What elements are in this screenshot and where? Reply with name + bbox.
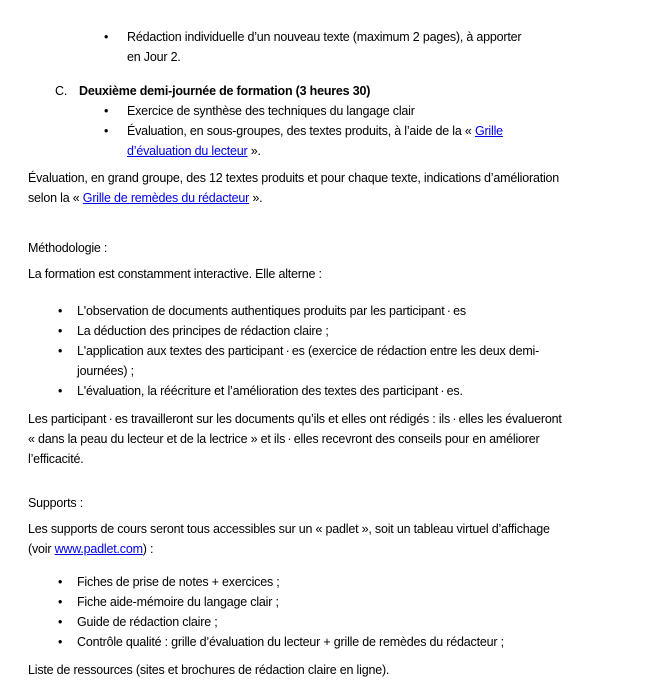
evaluation-paragraph [28,168,644,208]
section-title: Deuxième demi-journée de formation (3 heures 30) [79,84,371,98]
text-line: L'évaluation, la réécriture et l’amélioration des textes des participant · es. [77,384,463,398]
list-item [58,321,644,341]
text-line: Fiche aide-mémoire du langage clair ; [77,595,279,609]
bullet-icon [58,632,77,652]
grille-evaluation-lecteur-link[interactable]: d’évaluation du lecteur [127,144,248,158]
text-line: Évaluation, en grand groupe, des 12 textes produits et pour chaque texte, indications d’amélioration [28,171,560,185]
methodology-heading: Méthodologie : [28,241,108,255]
bullet-icon [58,301,77,321]
text-line: Les supports de cours seront tous accessibles sur un « padlet », soit un tableau virtuel d’affichage [28,522,550,536]
text-line: Rédaction individuelle d’un nouveau texte (maximum 2 pages), à apporter [127,30,522,44]
text-segment: ». [247,144,261,158]
list-item-text [77,301,466,321]
bullet-icon [58,592,77,612]
text-line: La déduction des principes de rédaction claire ; [77,324,329,338]
list-item [58,612,644,632]
list-item-text [77,592,279,612]
section-marker: C. [55,84,68,98]
list-item [58,381,644,401]
bullet-icon [58,572,77,592]
list-item-text [127,101,415,121]
text-line: journées) ; [77,364,134,378]
supports-heading: Supports : [28,496,83,510]
list-item [104,101,644,121]
list-item-text [127,27,521,67]
supports-list [28,572,644,652]
list-item-text [77,321,329,341]
list-item [104,121,644,161]
methodology-list [28,301,644,401]
list-item-text [77,341,539,381]
list-item-text [77,381,463,401]
text-line [127,141,503,161]
bullet-icon [58,321,77,341]
methodology-intro: La formation est constamment interactive. Elle alterne : [28,267,322,281]
bullet-icon [58,341,77,361]
bullet-icon [58,612,77,632]
text-line: Les participant · es travailleront sur les documents qu’ils et elles ont rédigés : ils · elles les évalueront [28,412,562,426]
list-item [58,572,644,592]
grille-evaluation-lecteur-link[interactable]: Grille [474,124,503,138]
intro-list-item [104,27,644,67]
list-item [58,301,644,321]
text-line [28,188,644,208]
text-segment: Évaluation, en sous-groupes, des textes produits, à l’aide de la « [127,124,475,138]
text-line: Exercice de synthèse des techniques du langage clair [127,104,415,118]
list-item [58,632,644,652]
resources-note: Liste de ressources (sites et brochures de rédaction claire en ligne). [28,663,390,677]
list-item [58,341,644,381]
participants-paragraph [28,409,644,469]
text-line: L'application aux textes des participant · es (exercice de rédaction entre les deux demi- [77,344,540,358]
section-c-heading [55,81,644,101]
text-segment: (voir [28,542,55,556]
text-line: Fiches de prise de notes + exercices ; [77,575,280,589]
bullet-icon [104,27,127,47]
list-item-text [77,612,218,632]
text-segment: selon la « [28,191,83,205]
supports-intro [28,519,644,559]
text-line [127,121,503,141]
list-item [58,592,644,612]
list-item-text [77,632,504,652]
text-segment: ) : [142,542,154,556]
list-item-text [127,121,503,161]
text-line: « dans la peau du lecteur et de la lectrice » et ils · elles recevront des conseils pour en améliorer [28,432,540,446]
list-item-text [77,572,280,592]
grille-remedes-redacteur-link[interactable]: Grille de remèdes du rédacteur [82,191,250,205]
bullet-icon [58,381,77,401]
text-line: en Jour 2. [127,50,181,64]
bullet-icon [104,101,127,121]
section-c-list [28,101,644,161]
text-line: l’efficacité. [28,452,84,466]
text-segment: ». [249,191,263,205]
text-line: L'observation de documents authentiques produits par les participant · es [77,304,466,318]
text-line: Guide de rédaction claire ; [77,615,218,629]
text-line [28,539,644,559]
text-line: Contrôle qualité : grille d’évaluation du lecteur + grille de remèdes du rédacteur ; [77,635,504,649]
padlet-link[interactable]: www.padlet.com [54,542,143,556]
bullet-icon [104,121,127,141]
